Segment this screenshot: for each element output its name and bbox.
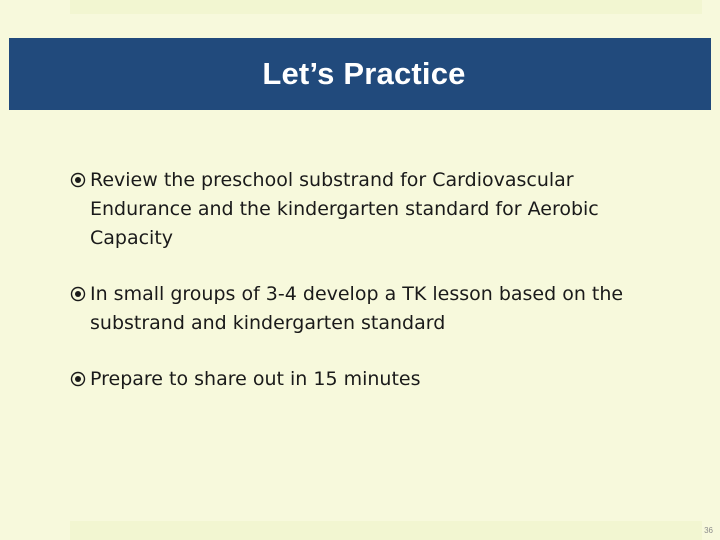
bottom-decorative-strip <box>70 521 702 540</box>
title-bar <box>9 38 711 110</box>
bullet-item <box>70 280 670 338</box>
bullet-item <box>70 166 670 253</box>
target-circle-icon <box>70 172 86 188</box>
bullet-text: Prepare to share out in 15 minutes <box>90 368 421 390</box>
slide-number: 36 <box>704 526 713 535</box>
bullet-text: Review the preschool substrand for Cardiovascular Endurance and the kindergarten standard for Aerobic Capacity <box>90 169 599 249</box>
top-decorative-strip <box>70 0 702 14</box>
bullet-list <box>70 166 670 394</box>
target-circle-icon <box>70 371 86 387</box>
target-circle-icon <box>70 286 86 302</box>
bullet-item <box>70 365 670 394</box>
bullet-text: In small groups of 3-4 develop a TK lesson based on the substrand and kindergarten standard <box>90 283 624 334</box>
slide-title: Let’s Practice <box>262 56 466 91</box>
